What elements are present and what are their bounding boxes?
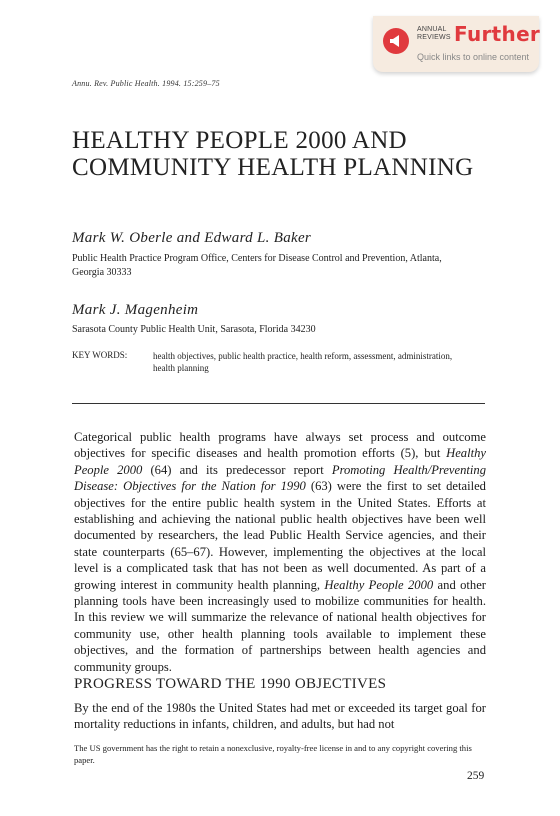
cited-title: Promoting Health/Preventing Disease: Objectives for the Nation for 1990 [74, 462, 487, 494]
cited-title: Healthy People 2000 [324, 577, 434, 592]
journal-citation: Annu. Rev. Public Health. 1994. 15:259–75 [72, 79, 220, 88]
body-paragraph [74, 429, 486, 675]
divider [72, 403, 485, 404]
paragraph-text: and other planning tools have been increasingly used to mobilize communities for health. In this review we will summarize the relevance of national health objectives for community use, other health planning tools available to implement these objectives, and the formation of partnerships between health agencies and community groups. [74, 577, 486, 674]
author-names: Mark J. Magenheim [72, 302, 199, 318]
paragraph-text: Categorical public health programs have always set process and outcome objectives for specific diseases and health promotion efforts (5), but [74, 430, 486, 461]
author-names: Mark W. Oberle and Edward L. Baker [72, 230, 312, 246]
keywords-label: KEY WORDS: [72, 350, 128, 360]
badge-brand [417, 26, 451, 42]
copyright-footnote: The US government has the right to retain a nonexclusive, royalty-free license in and to any copyright covering this paper. [74, 743, 472, 765]
badge-title[interactable]: Further [454, 22, 541, 46]
paragraph-text: (63) were the first to set detailed objectives for the entire public health system in the United States. Efforts at establishing and achieving the national public health objectives have been well documented by researchers, the lead Public Health Service agencies, and their state counterparts (65–67). However, implementing the objectives at the local level is a complicated task that has not been as well documented. As part of a growing interest in community health planning, [74, 479, 486, 592]
article-title: HEALTHY PEOPLE 2000 AND COMMUNITY HEALTH PLANNING [72, 127, 474, 181]
body-paragraph: By the end of the 1980s the United States had met or exceeded its target goal for mortality reductions in infants, children, and adults, but had not [74, 701, 486, 732]
keywords-text: health objectives, public health practice, health reform, assessment, administration, health planning [153, 351, 453, 373]
badge-subtitle[interactable]: Quick links to online content [417, 52, 530, 62]
cited-title: Healthy People 2000 [74, 446, 486, 477]
badge-brand-line1: ANNUAL [417, 26, 447, 33]
paragraph-text: (64) and its predecessor report [142, 462, 332, 477]
speaker-icon [383, 28, 409, 54]
author-affiliation: Sarasota County Public Health Unit, Sarasota, Florida 34230 [72, 324, 316, 335]
page-number: 259 [467, 770, 485, 782]
annual-reviews-further-badge[interactable] [373, 16, 539, 72]
author-affiliation: Public Health Practice Program Office, Centers for Disease Control and Prevention, Atlanta, Georgia 30333 [72, 253, 442, 278]
badge-brand-line2: REVIEWS [417, 34, 451, 41]
section-heading: PROGRESS TOWARD THE 1990 OBJECTIVES [74, 676, 387, 692]
